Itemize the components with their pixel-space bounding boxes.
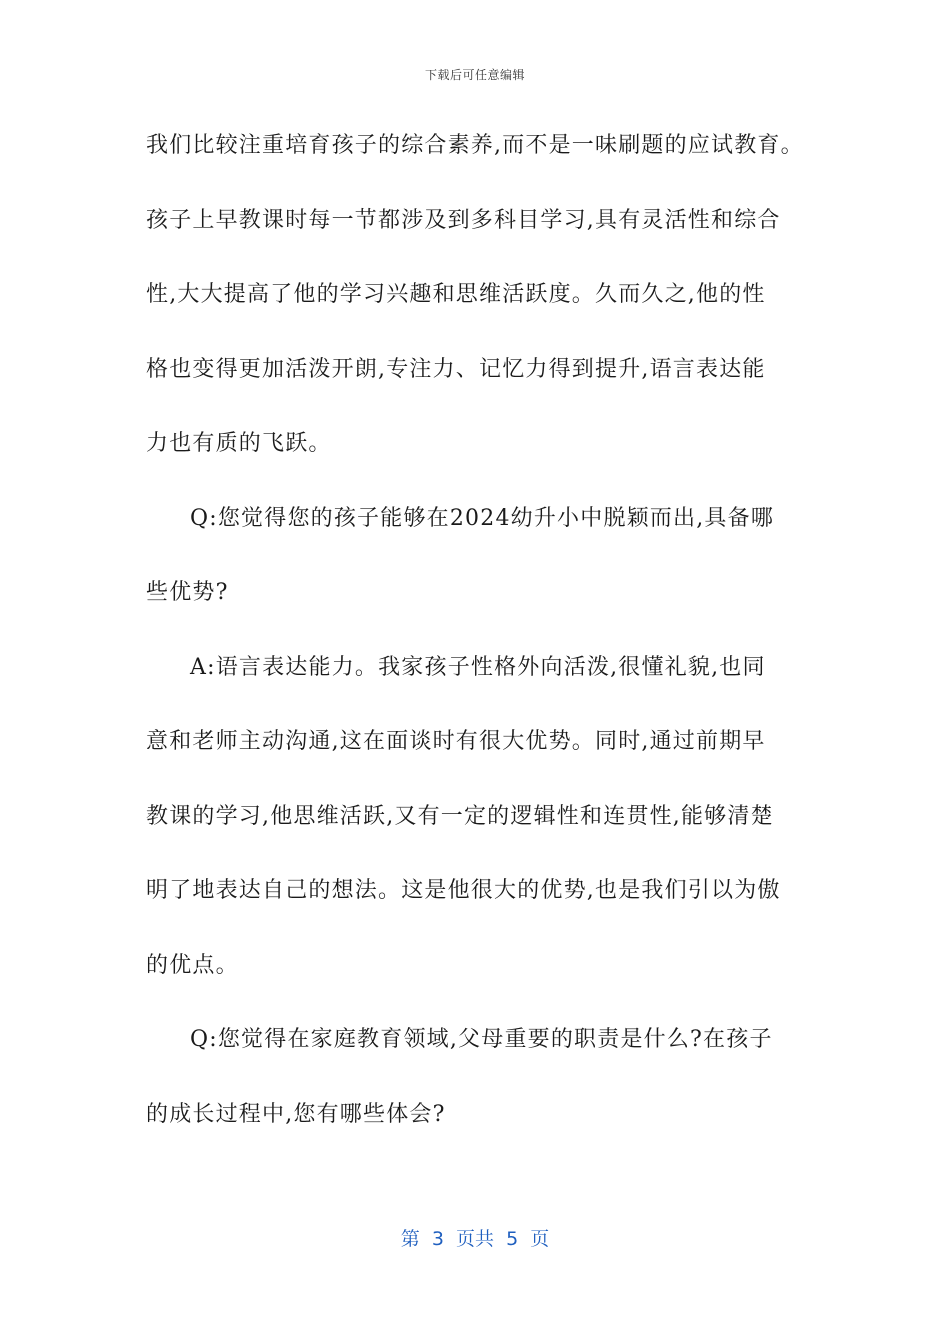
- text-line: 些优势?: [146, 580, 229, 605]
- answer-line: A:语言表达能力。我家孩子性格外向活泼,很懂礼貌,也同: [190, 654, 766, 680]
- question-line: Q:您觉得在家庭教育领域,父母重要的职责是什么?在孩子: [190, 1027, 773, 1052]
- question-line: Q:您觉得您的孩子能够在2024幼升小中脱颖而出,具备哪: [190, 505, 775, 531]
- text-line: 孩子上早教课时每一节都涉及到多科目学习,具有灵活性和综合: [146, 207, 781, 233]
- text-line: 意和老师主动沟通,这在面谈时有很大优势。同时,通过前期早: [146, 729, 766, 754]
- page-number-footer: 第 3 页共 5 页: [400, 1228, 550, 1250]
- text-line: 格也变得更加活泼开朗,专注力、记忆力得到提升,语言表达能: [146, 356, 766, 382]
- text-line: 明了地表达自己的想法。这是他很大的优势,也是我们引以为傲: [146, 878, 781, 903]
- text-line: 的成长过程中,您有哪些体会?: [146, 1101, 446, 1127]
- document-body: [146, 126, 816, 1169]
- page-header-note: 下载后可任意编辑: [424, 68, 525, 82]
- text-line: 性,大大提高了他的学习兴趣和思维活跃度。久而久之,他的性: [146, 282, 766, 307]
- text-line: 教课的学习,他思维活跃,又有一定的逻辑性和连贯性,能够清楚: [146, 803, 774, 829]
- text-line: 我们比较注重培育孩子的综合素养,而不是一味刷题的应试教育。: [146, 133, 804, 158]
- text-line: 的优点。: [146, 952, 239, 978]
- text-line: 力也有质的飞跃。: [146, 431, 332, 456]
